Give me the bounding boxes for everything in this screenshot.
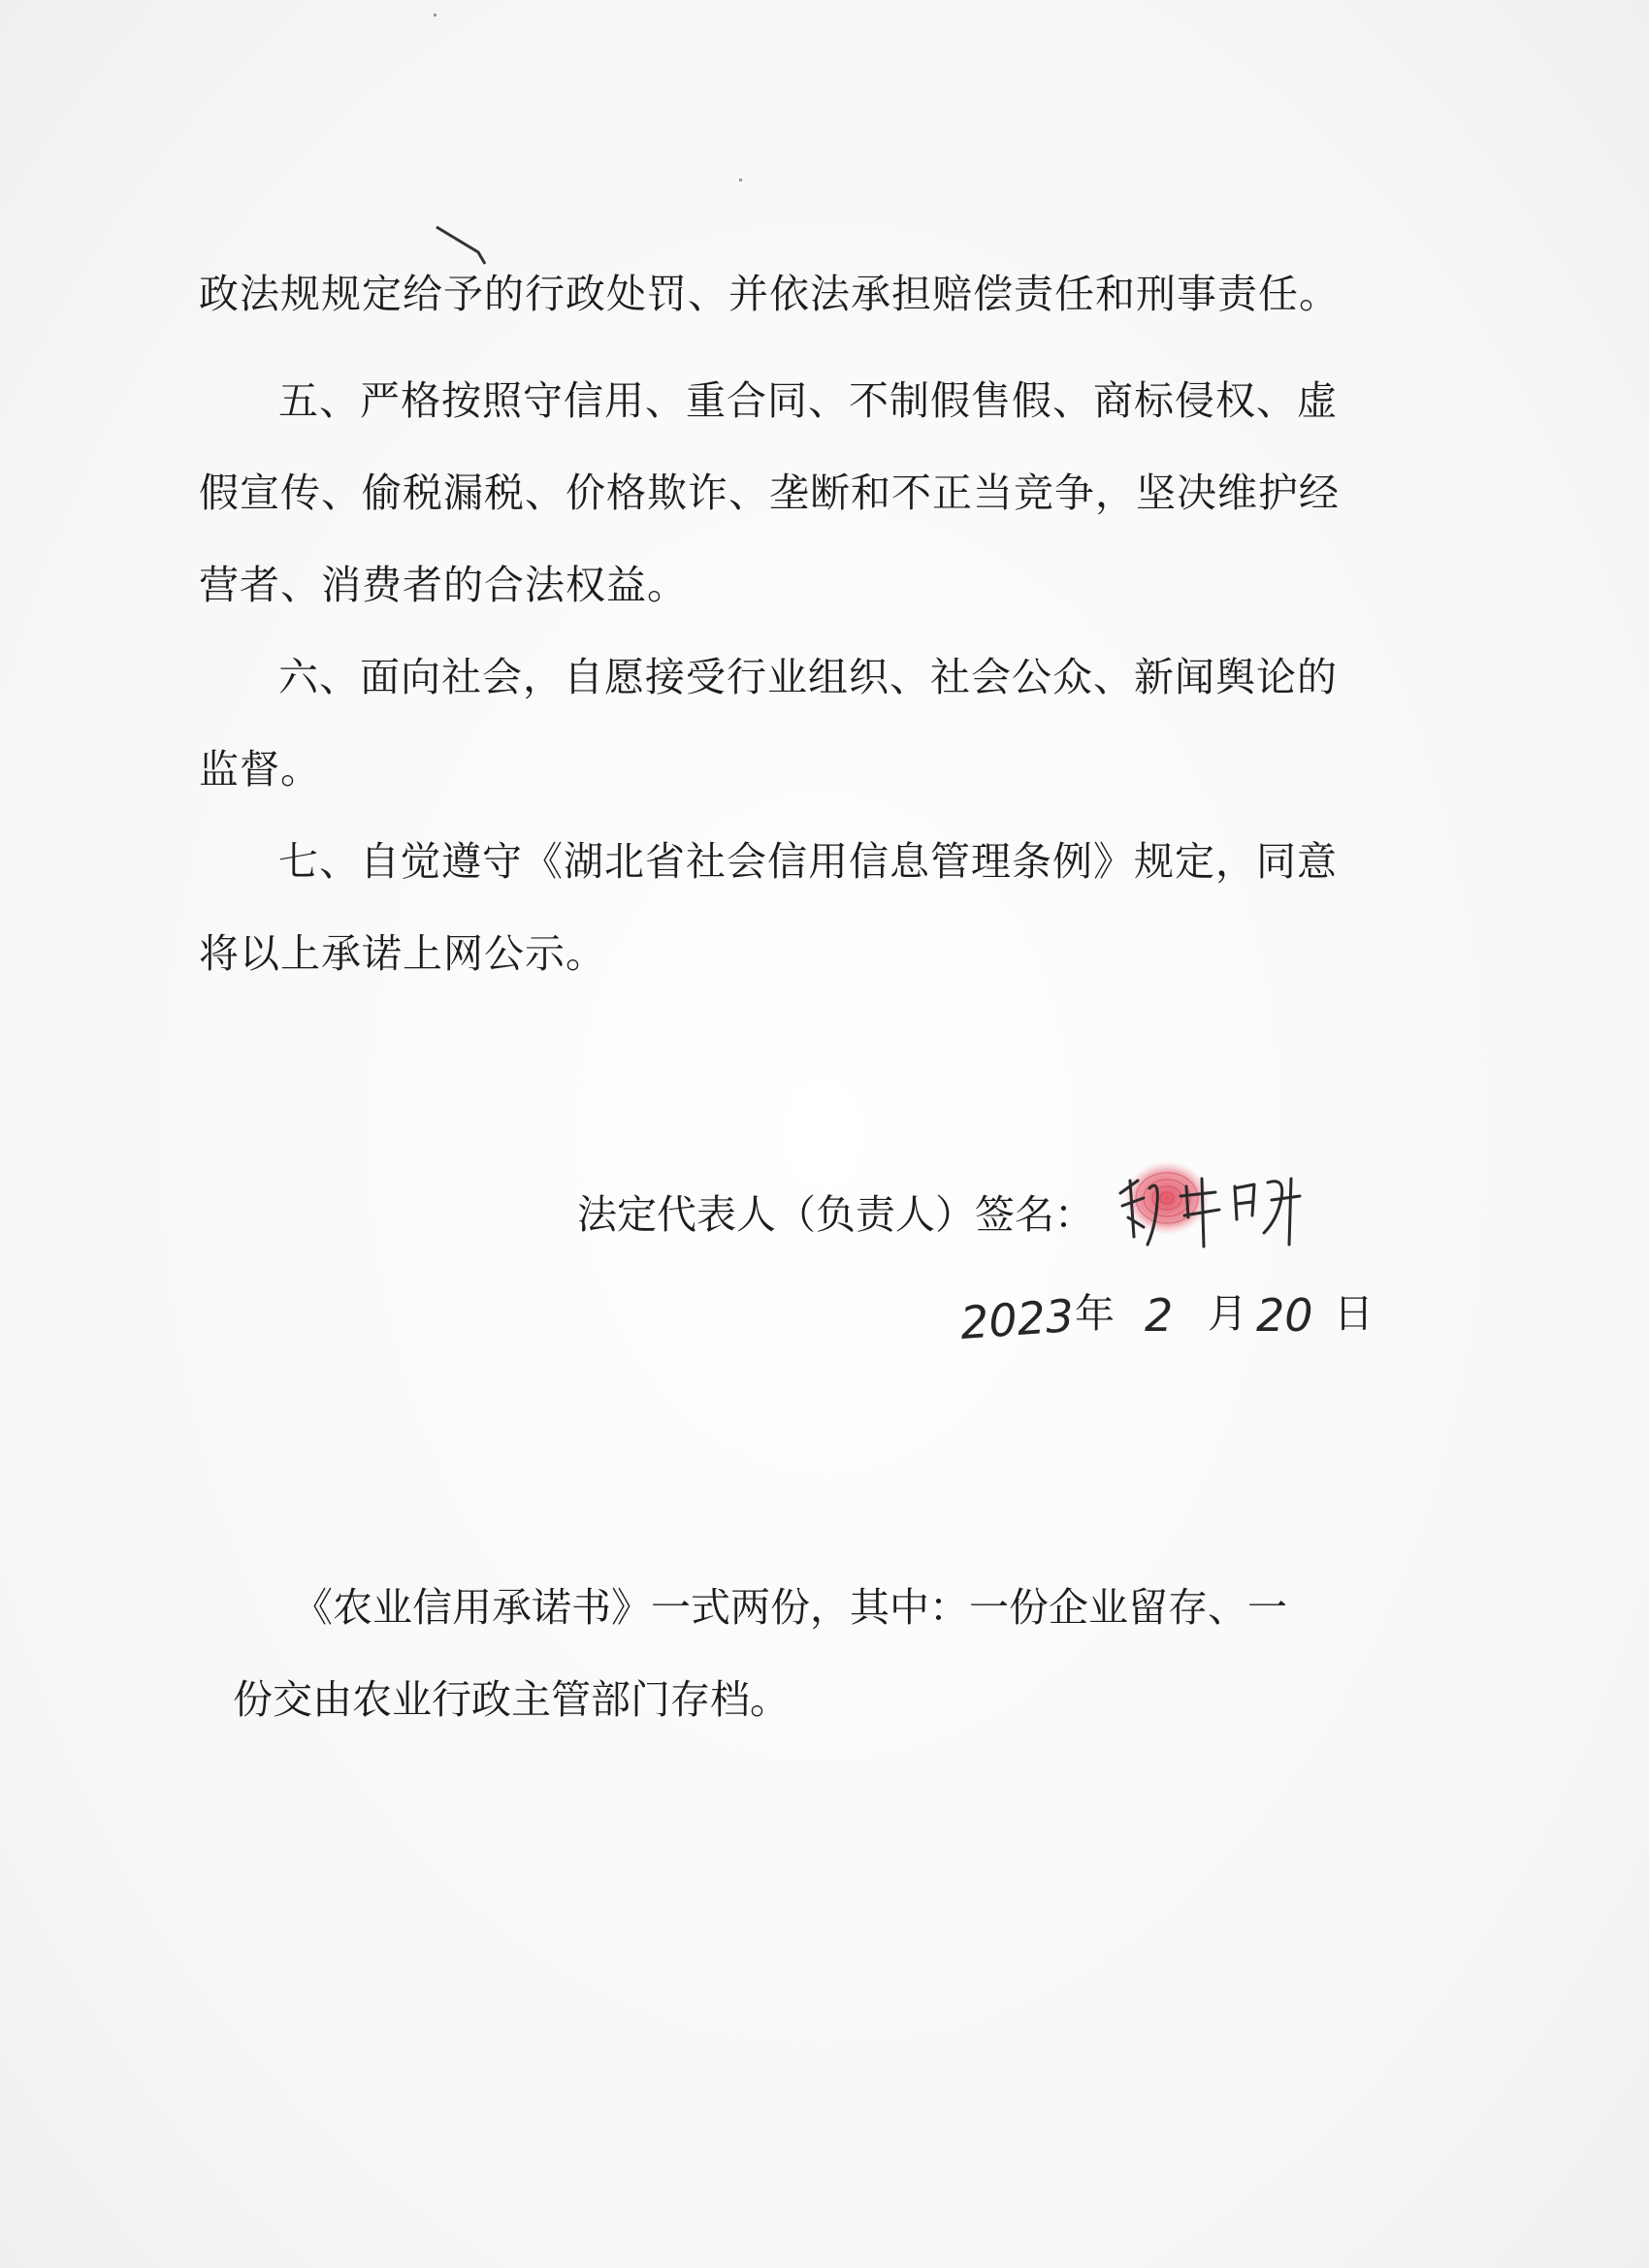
- text-line: 营者、消费者的合法权益。: [199, 562, 688, 608]
- closing-note: [233, 1562, 1287, 1746]
- text-line: 份交由农业行政主管部门存档。: [233, 1676, 790, 1723]
- text-line: 五、严格按照守信用、重合同、不制假售假、商标侵权、虚: [278, 377, 1338, 424]
- text-line: 政法规规定给予的行政处罚、并依法承担赔偿责任和刑事责任。: [199, 271, 1340, 317]
- date-year-label: 年: [1075, 1290, 1115, 1337]
- text-line: 七、自觉遵守《湖北省社会信用信息管理条例》规定，同意: [278, 838, 1338, 885]
- text-line: 《农业信用承诺书》一式两份，其中：一份企业留存、一: [293, 1584, 1287, 1631]
- date-day-label: 日: [1334, 1290, 1374, 1337]
- paragraph-six: [199, 632, 1421, 816]
- paragraph-five: [199, 355, 1421, 632]
- text-line: 将以上承诺上网公示。: [199, 930, 606, 977]
- date-day-handwritten: 20: [1256, 1289, 1313, 1342]
- date-month-label: 月: [1208, 1290, 1247, 1337]
- paragraph-continuation: [199, 248, 1421, 340]
- text-line: 六、面向社会，自愿接受行业组织、社会公众、新闻舆论的: [278, 654, 1338, 700]
- scan-speck: [434, 14, 436, 16]
- date-month-handwritten: 2: [1145, 1289, 1174, 1342]
- text-line: 监督。: [199, 746, 321, 793]
- date-year-handwritten: 2023: [958, 1288, 1076, 1350]
- signing-date: [960, 1280, 1387, 1377]
- handwritten-signature-with-fingerprint: [1101, 1159, 1324, 1261]
- paragraph-seven: [199, 816, 1421, 1000]
- scan-speck: [739, 178, 742, 181]
- text-line: 假宣传、偷税漏税、价格欺诈、垄断和不正当竞争，坚决维护经: [199, 470, 1340, 516]
- signature-label: 法定代表人（负责人）签名：: [577, 1191, 1094, 1238]
